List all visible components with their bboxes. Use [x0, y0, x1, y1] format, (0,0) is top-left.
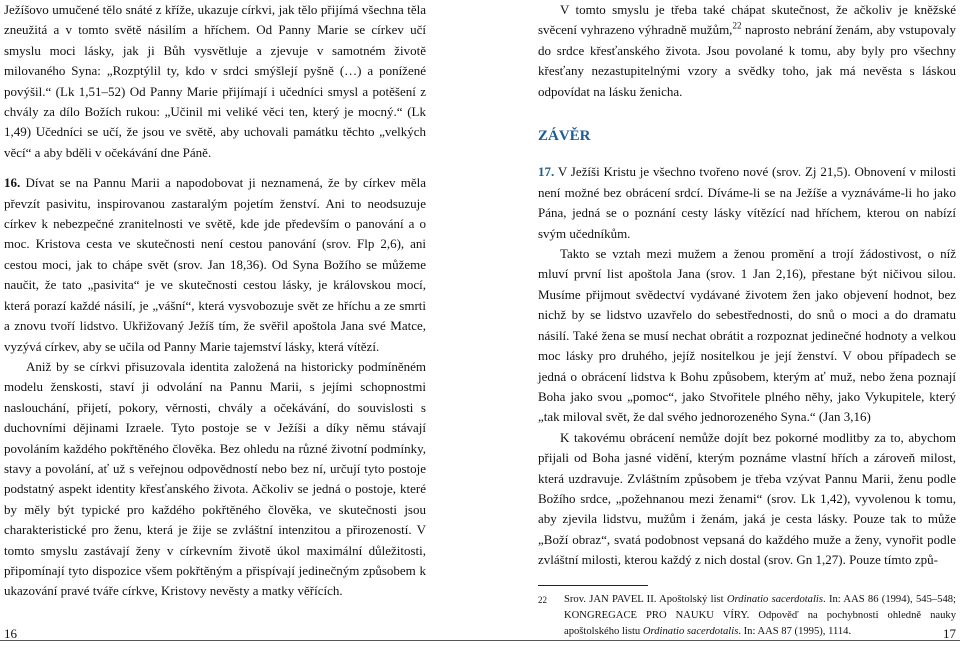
text-run: . In: AAS 86 (1994), 545–548; KONGREGACE PRO NAUKU VÍRY. Odpověď na pochybnosti ohledně nauky apoštolského listu — [564, 593, 956, 637]
right-paragraph-4: K takovému obrácení nemůže dojít bez pokorné modlitby za to, abychom přijali od Boha jasné vidění, kterým poznáme vlastní hřích a zároveň milost, která uzdravuje. Zvláštním způsobem je třeba vzývat Pannu Marii, ženu podle Božího srdce, „požehnanou mezi ženami“ (srov. Lk 1,42), vyvolenou k tomu, aby zjevila lidstvu, mužům i ženám, jaká je cesta lásky. Pouze tak to může „Boží obraz“, svatá podobnost vepsaná do každého muže a ženy, vynořit podle zvláštní milosti, kterou každý z nich dostal (srov. Gn 1,27). Pouze tímto způ- — [538, 429, 956, 568]
section-heading: ZÁVĚR — [538, 128, 591, 145]
text-run-italic: Ordinatio sacerdotalis — [726, 593, 823, 605]
left-paragraph-1 — [4, 0, 426, 163]
text-run: naprosto nebrání ženám, aby vstupovaly do srdce křesťanského života. Jsou povolané k tomu, aby byly pro všechny křesťany nezastupitelnými vzory a svědky toho, jak má nevěsta s láskou odpovídat na lásku ženicha. — [538, 22, 957, 99]
left-paragraph-3: Aniž by se církvi přisuzovala identita založená na historicky podmíněném modelu ženskosti, staví ji odvolání na Pannu Marii, s jejími schopnostmi naslouchání, přijetí, pokory, věrnosti, chvály a očekávání, do souvislosti s duchovními dějinami Izraele. Tyto postoje se v Ježíši a díky němu stávají povoláním každého pokřtěného člověka. Bez ohledu na různé životní podmínky, stavy a povolání, ať už s veřejnou odpovědností nebo bez ní, určují tyto postoje podstatný aspekt identity křesťanského života. Ačkoliv se jedná o postoje, které by měly být typické pro každého pokřtěného člověka, ve skutečnosti jsou charakteristické pro ženu, která je žije se zvláštní intenzitou a přirozeností. V tomto smyslu zastávají ženy v církevním životě úkol maximální důležitosti, připomínají tyto dispozice všem pokřtěným a přispívají jedinečným způsobem k ukazování pravé tváře církve, Kristovy nevěsty a matky věřících. — [4, 358, 426, 599]
text-run: V tomto smyslu je třeba také chápat skutečnost, že ačkoliv je kněžské svěcení vyhrazeno výhradně mužům, — [538, 2, 956, 38]
footnote — [538, 592, 956, 640]
footnote-divider — [538, 585, 648, 586]
left-column — [4, 0, 426, 602]
text-run: Ježíšovo umučené tělo snáté z kříže, ukazuje církvi, jak tělo přijímá všechna těla zneužitá a v tomto světě násilím a hříchem. Od Panny Marie se církev učí smyslu moci lásky, jak ji Bůh vysvětluje a zjevuje v samotném životě milovaného Syna: „Rozptýlil ty, kdo v srdci smýšlejí pyšně (…) a ponížené povýšil.“ — [4, 2, 426, 99]
footnote-text — [564, 592, 956, 640]
right-column — [538, 0, 956, 640]
text-run: Srov. JAN PAVEL II. Apoštolský list — [564, 593, 727, 605]
right-paragraph-1 — [538, 0, 956, 102]
page-bottom-rule — [0, 640, 960, 641]
text-run: V Ježíši Kristu je všechno tvořeno nové (srov. Zj 21,5). Obnovení v milosti není možné bez obrácení srdcí. Díváme-li se na Ježíše a vyznáváme-li ho jako Pána, jedná se o poznání cesty lásky vítězící nad hříchem, kterou on nabízí svým učedníkům. — [538, 164, 956, 241]
text-run: . In: AAS 87 (1995), 1114. — [738, 625, 852, 637]
text-run: (Lk 1,51–52) Od Panny Marie přijímají i učedníci smysl a potěšení z chvály za dílo Božích rukou: „Učinil mi veliké věci ten, který je mocný.“ (Lk 1,49) Učedníci se učí, že jsou ve světě, aby uchovali památku těchto „velkých věcí“ a aby bděli v očekávání dne Páně. — [4, 83, 426, 160]
right-paragraph-3: Takto se vztah mezi mužem a ženou promění a trojí žádostivost, o níž mluví první list apoštola Jana (srov. 1 Jan 2,16), přestane být ničivou silou. Musíme přijmout svědectví vydávané životem žen jako objevení hodnot, bez nichž by se lidstvo uzavřelo do sebestřednosti, do snů o moci a do dramatu násilí. Také žena se musí nechat obrátit a rozpoznat jedinečné hodnoty a velkou moc lásky pro druhého, jejíž nositelkou je její ženství. V obou případech se jedná o obrácení lidstva k Bohu způsobem, kterým ať muž, nebo žena poznají Boha jako svou „pomoc“, jako Stvořitele plného něhy, jako Vykupitele, který „tak miloval svět, že dal svého jednorozeného Syna.“ (Jan 3,16) — [538, 246, 956, 425]
text-run-italic: Ordinatio sacerdotalis — [642, 625, 739, 637]
paragraph-number: 16. — [4, 175, 21, 191]
page-number-right: 17 — [943, 626, 956, 641]
paragraph-number: 17. — [538, 164, 555, 180]
left-paragraph-16 — [4, 173, 426, 357]
page-number-left: 16 — [4, 626, 17, 641]
right-paragraph-17 — [538, 162, 956, 244]
footnote-reference[interactable]: 22 — [732, 21, 742, 32]
text-run: Dívat se na Pannu Marii a napodobovat ji neznamená, že by církev měla převzít pasivitu, inspirovanou zastaralým pojetím ženství. Ani to neodsuzuje církev k nebezpečné zranitelnosti ve světě, kde jde především o panování a o moc. Kristova cesta ve skutečnosti není cestou panování (srov. Flp 2,6), ani cestou moci, jak to chápe svět (srov. Jan 18,36). Od Syna Božího se můžeme naučit, že tato „pasivita“ je ve skutečnosti cestou lásky, je královskou mocí, která porazí každé násilí, je „vášní“, která vysvobozuje svět ze hříchu a ze smrti a znovu tvoří lidstvo. Ukřižovaný Ježíš tím, že svěřil apoštola Jana své Matce, vyzývá církev, aby se učila od Panny Marie tajemství lásky, která vítězí. — [4, 175, 426, 354]
footnote-mark: 22 — [538, 594, 547, 605]
